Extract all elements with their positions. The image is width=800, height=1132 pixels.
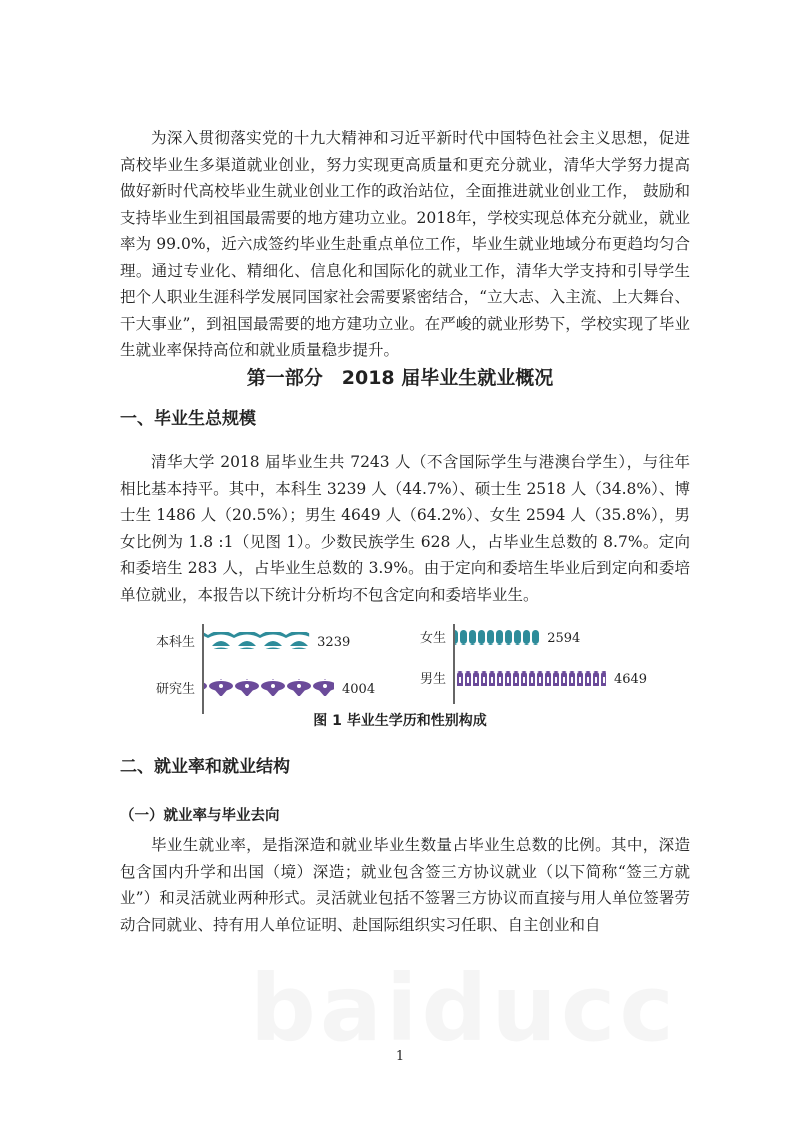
chart1-value-label-2: 4004 bbox=[342, 682, 376, 697]
chart2-bar-2 bbox=[455, 671, 606, 686]
subsection1-title: （一）就业率与毕业去向 bbox=[120, 808, 280, 824]
section2-title: 二、就业率和就业结构 bbox=[120, 757, 290, 777]
page-number: 1 bbox=[395, 1049, 405, 1064]
chart1-category-label-1: 本科生 bbox=[155, 635, 195, 650]
figure-caption: 图 1 毕业生学历和性别构成 bbox=[313, 713, 487, 729]
intro-paragraph: 为深入贯彻落实党的十九大精神和习近平新时代中国特色社会主义思想，促进高校毕业生多渠道就业创业，努力实现更高质量和更充分就业，清华大学努力提高做好新时代高校毕业生就业创业工作的政治站位，全面推进就业创业工作， 鼓励和支持毕业生到祖国最需要的地方建功立业。2018年，学校实现总体充分就业，就业率为 99.0%，近六成签约毕业生赴重点单位工作，毕业生就业地域分布更趋均匀合理。通过专业化、精细化、信息化和国际化的就业工作，清华大学支持和引导学生把个人职业生涯科学发展同国家社会需要紧密结合，“立大志、入主流、上大舞台、干大事业”，到祖国最需要的地方建功立业。在严峻的就业形势下，学校实现了毕业生就业率保持高位和就业质量稳步提升。 bbox=[120, 129, 690, 359]
subsection1-paragraph: 毕业生就业率，是指深造和就业毕业生数量占毕业生总数的比例。其中，深造包含国内升学和出国（境）深造；就业包含签三方协议就业（以下简称“签三方就业”）和灵活就业两种形式。灵活就业包括不签署三方协议而直接与用人单位签署劳动合同就业、持有用人单位证明、赴国际组织实习任职、自主创业和自 bbox=[120, 836, 690, 934]
part-title: 第一部分 2018 届毕业生就业概况 bbox=[246, 367, 554, 389]
section1-paragraph: 清华大学 2018 届毕业生共 7243 人（不含国际学生与港澳台学生），与往年相比基本持平。其中，本科生 3239 人（44.7%）、硕士生 2518 人（34.8%）、博士生 1486 人（20.5%）；男生 4649 人（64.2%）、女生 2594 人（35.8%），男女比例为 1.8 :1（见图 1）。少数民族学生 628 人，占毕业生总数的 8.7%。定向和委培生 283 人，占毕业生总数的 3.9%。由于定向和委培生毕业后到定向和委培单位就业，本报告以下统计分析均不包含定向和委培毕业生。 bbox=[120, 453, 690, 604]
chart2-category-label-1: 女生 bbox=[419, 631, 446, 646]
chart2-category-label-2: 男生 bbox=[419, 672, 446, 687]
section1-title: 一、毕业生总规模 bbox=[120, 409, 256, 429]
chart1-value-label-1: 3239 bbox=[317, 635, 351, 650]
chart1-category-label-2: 研究生 bbox=[155, 682, 195, 697]
chart2-value-label-2: 4649 bbox=[613, 672, 648, 687]
chart2-value-label-1: 2594 bbox=[547, 631, 581, 646]
watermark bbox=[250, 955, 678, 1062]
chart2-bar-1 bbox=[455, 630, 539, 645]
chart1-bar-1 bbox=[204, 632, 309, 649]
chart1-bar-2 bbox=[204, 679, 334, 696]
